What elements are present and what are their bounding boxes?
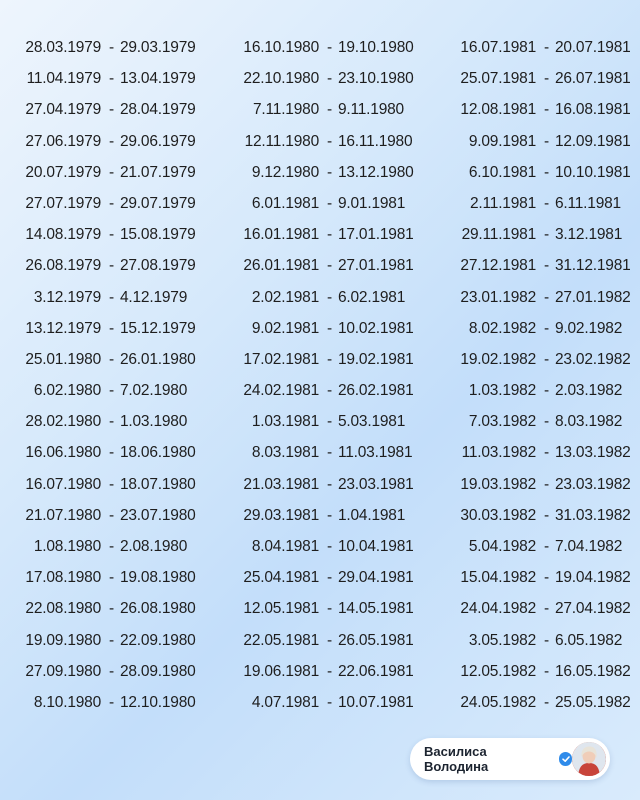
range-separator: - xyxy=(327,662,332,680)
range-separator: - xyxy=(544,662,549,680)
date-end xyxy=(538,406,640,437)
date-end-value: 6.05.1982 xyxy=(554,631,623,649)
date-end-value: 19.10.1980 xyxy=(337,39,414,56)
date-start: 21.03.1981 xyxy=(243,475,319,493)
date-start: 24.02.1981 xyxy=(243,382,319,400)
range-separator: - xyxy=(109,226,114,244)
date-end xyxy=(538,32,640,63)
date-end xyxy=(103,344,201,375)
range-separator: - xyxy=(109,631,114,649)
range-separator: - xyxy=(109,194,114,212)
date-start: 29.03.1981 xyxy=(243,506,319,524)
date-start: 22.05.1981 xyxy=(243,631,319,649)
date-end xyxy=(103,562,201,593)
date-end-value: 13.12.1980 xyxy=(337,163,414,181)
date-end-value: 26.01.1980 xyxy=(119,350,196,368)
date-end-value: 5.03.1981 xyxy=(337,413,406,431)
date-end xyxy=(538,437,640,468)
range-separator: - xyxy=(327,39,332,56)
date-end-value: 1.03.1980 xyxy=(119,413,188,431)
date-end-value: 11.03.1981 xyxy=(337,444,413,462)
date-end xyxy=(538,126,640,157)
date-start: 8.10.1980 xyxy=(33,693,101,711)
date-end-value: 1.04.1981 xyxy=(337,506,406,524)
range-separator: - xyxy=(327,693,332,711)
range-separator: - xyxy=(544,475,549,493)
date-end-value: 13.04.1979 xyxy=(119,70,196,88)
date-end-value: 18.07.1980 xyxy=(119,475,196,493)
range-separator: - xyxy=(109,288,114,306)
date-end xyxy=(538,656,640,687)
date-end xyxy=(103,687,201,718)
date-start: 16.10.1980 xyxy=(243,39,319,56)
date-end-value: 26.08.1980 xyxy=(119,600,196,618)
date-start: 16.07.1980 xyxy=(25,475,101,493)
date-end-value: 22.06.1981 xyxy=(337,662,414,680)
range-separator: - xyxy=(109,163,114,181)
date-end xyxy=(321,250,418,281)
date-end xyxy=(103,375,201,406)
date-start: 21.07.1980 xyxy=(25,506,101,524)
range-separator: - xyxy=(109,257,114,275)
date-end xyxy=(103,406,201,437)
date-start: 4.07.1981 xyxy=(251,693,319,711)
date-end-value: 29.06.1979 xyxy=(119,132,196,150)
range-separator: - xyxy=(109,319,114,337)
date-end xyxy=(321,344,418,375)
date-end-value: 16.08.1981 xyxy=(554,101,631,119)
date-end-value: 25.05.1982 xyxy=(554,693,631,711)
date-start: 24.04.1982 xyxy=(460,600,536,618)
date-end xyxy=(538,562,640,593)
date-start: 29.11.1981 xyxy=(461,226,536,244)
date-end xyxy=(321,63,418,94)
date-end-value: 28.04.1979 xyxy=(119,101,196,119)
date-start: 13.12.1979 xyxy=(25,319,101,337)
date-end xyxy=(538,282,640,313)
range-separator: - xyxy=(544,413,549,431)
date-end xyxy=(103,282,201,313)
date-end-value: 6.02.1981 xyxy=(337,288,406,306)
date-end-value: 2.08.1980 xyxy=(119,538,188,555)
date-start: 27.07.1979 xyxy=(25,194,101,212)
date-end xyxy=(538,188,640,219)
author-name: Василиса Володина xyxy=(424,744,489,774)
date-start: 24.05.1982 xyxy=(460,693,536,711)
date-end-value: 23.03.1982 xyxy=(554,475,631,493)
date-start: 27.04.1979 xyxy=(25,101,101,119)
date-end-value: 16.11.1980 xyxy=(337,132,413,150)
date-start: 6.10.1981 xyxy=(468,163,536,181)
date-end-value: 22.09.1980 xyxy=(119,631,196,649)
range-separator: - xyxy=(109,693,114,711)
range-separator: - xyxy=(109,506,114,524)
date-end-value: 12.10.1980 xyxy=(119,693,196,711)
date-end-value: 10.02.1981 xyxy=(337,319,414,337)
date-end xyxy=(321,406,418,437)
date-start: 12.05.1981 xyxy=(243,600,319,618)
date-start: 6.01.1981 xyxy=(251,194,319,212)
date-start: 25.07.1981 xyxy=(460,70,536,88)
range-separator: - xyxy=(109,475,114,493)
date-end xyxy=(538,313,640,344)
date-start: 12.11.1980 xyxy=(244,132,319,150)
date-start: 11.03.1982 xyxy=(461,444,536,462)
date-end-value: 9.01.1981 xyxy=(337,194,406,212)
date-end xyxy=(321,157,418,188)
range-separator: - xyxy=(327,538,332,555)
date-start: 17.02.1981 xyxy=(243,350,319,368)
date-end-value: 15.12.1979 xyxy=(119,319,196,337)
date-start: 25.01.1980 xyxy=(25,350,101,368)
date-start: 3.12.1979 xyxy=(33,288,101,306)
range-separator: - xyxy=(327,319,332,337)
date-end xyxy=(103,625,201,656)
date-start: 19.06.1981 xyxy=(243,662,319,680)
date-end-value: 18.06.1980 xyxy=(119,444,196,462)
range-separator: - xyxy=(327,444,332,462)
date-end xyxy=(538,500,640,531)
date-start: 28.02.1980 xyxy=(25,413,101,431)
date-end xyxy=(103,126,201,157)
date-end-value: 21.07.1979 xyxy=(119,163,196,181)
range-separator: - xyxy=(327,382,332,400)
date-start: 16.06.1980 xyxy=(25,444,101,462)
range-separator: - xyxy=(109,70,114,88)
date-end xyxy=(321,32,418,63)
range-separator: - xyxy=(544,631,549,649)
range-separator: - xyxy=(109,39,114,56)
date-end-value: 9.02.1982 xyxy=(554,319,623,337)
date-end-value: 27.08.1979 xyxy=(119,257,196,275)
date-end xyxy=(321,562,418,593)
range-separator: - xyxy=(544,101,549,119)
date-start: 1.08.1980 xyxy=(33,538,101,555)
date-end xyxy=(321,593,418,624)
range-separator: - xyxy=(544,70,549,88)
date-start: 7.03.1982 xyxy=(468,413,536,431)
date-start: 26.08.1979 xyxy=(25,257,101,275)
date-start: 8.02.1982 xyxy=(468,319,536,337)
date-end xyxy=(321,282,418,313)
date-end-value: 17.01.1981 xyxy=(337,226,414,244)
date-end xyxy=(538,219,640,250)
date-start: 2.02.1981 xyxy=(251,288,319,306)
date-end xyxy=(103,656,201,687)
date-end-value: 2.03.1982 xyxy=(554,382,623,400)
date-end-value: 13.03.1982 xyxy=(554,444,631,462)
range-separator: - xyxy=(544,506,549,524)
range-separator: - xyxy=(327,288,332,306)
date-end xyxy=(321,500,418,531)
date-end xyxy=(321,531,418,562)
range-separator: - xyxy=(544,319,549,337)
date-end xyxy=(321,437,418,468)
range-separator: - xyxy=(327,413,332,431)
date-start: 20.07.1979 xyxy=(25,163,101,181)
date-end xyxy=(321,625,418,656)
date-start: 16.07.1981 xyxy=(460,39,536,56)
range-separator: - xyxy=(109,382,114,400)
date-start: 25.04.1981 xyxy=(243,569,319,587)
date-end xyxy=(321,469,418,500)
range-separator: - xyxy=(109,444,114,462)
date-end-value: 6.11.1981 xyxy=(554,194,621,212)
date-start: 6.02.1980 xyxy=(33,382,101,400)
date-start: 19.09.1980 xyxy=(25,631,101,649)
verified-check-icon xyxy=(559,752,573,766)
date-end xyxy=(103,219,201,250)
date-end-value: 29.07.1979 xyxy=(119,194,196,212)
date-ranges-table xyxy=(0,32,640,718)
range-separator: - xyxy=(327,132,332,150)
range-separator: - xyxy=(109,569,114,587)
date-end xyxy=(538,625,640,656)
date-end-value: 12.09.1981 xyxy=(554,132,631,150)
range-separator: - xyxy=(544,693,549,711)
date-end-value: 7.04.1982 xyxy=(554,538,623,555)
date-end xyxy=(538,593,640,624)
range-separator: - xyxy=(544,538,549,555)
range-separator: - xyxy=(109,132,114,150)
date-start: 17.08.1980 xyxy=(25,569,101,587)
range-separator: - xyxy=(109,662,114,680)
date-end-value: 10.04.1981 xyxy=(337,538,414,555)
date-end-value: 10.10.1981 xyxy=(554,163,631,181)
date-start: 9.09.1981 xyxy=(468,132,536,150)
range-separator: - xyxy=(327,163,332,181)
date-end-value: 14.05.1981 xyxy=(337,600,414,618)
range-separator: - xyxy=(327,600,332,618)
range-separator: - xyxy=(544,39,549,56)
date-end-value: 8.03.1982 xyxy=(554,413,623,431)
date-end xyxy=(321,219,418,250)
date-start: 26.01.1981 xyxy=(243,257,319,275)
date-end-value: 27.01.1982 xyxy=(554,288,631,306)
date-end xyxy=(103,531,201,562)
range-separator: - xyxy=(327,506,332,524)
range-separator: - xyxy=(327,257,332,275)
date-start: 19.03.1982 xyxy=(460,475,536,493)
range-separator: - xyxy=(544,444,549,462)
date-end xyxy=(538,94,640,125)
date-start: 8.04.1981 xyxy=(251,538,319,555)
date-start: 3.05.1982 xyxy=(468,631,536,649)
date-end-value: 19.02.1981 xyxy=(337,350,414,368)
date-end-value: 19.04.1982 xyxy=(554,569,631,587)
date-end-value: 4.12.1979 xyxy=(119,288,188,306)
date-start: 28.03.1979 xyxy=(25,39,101,56)
date-end xyxy=(103,469,201,500)
range-separator: - xyxy=(327,101,332,119)
date-end-value: 7.02.1980 xyxy=(119,382,188,400)
date-end-value: 3.12.1981 xyxy=(554,226,623,244)
date-end-value: 23.10.1980 xyxy=(337,70,414,88)
date-start: 2.11.1981 xyxy=(469,194,536,212)
date-end-value: 10.07.1981 xyxy=(337,693,414,711)
date-end xyxy=(103,94,201,125)
date-start: 12.08.1981 xyxy=(460,101,536,119)
author-avatar xyxy=(572,742,606,776)
date-end-value: 23.07.1980 xyxy=(119,506,196,524)
date-end xyxy=(538,63,640,94)
range-separator: - xyxy=(327,70,332,88)
date-end-value: 31.03.1982 xyxy=(554,506,631,524)
date-end xyxy=(538,531,640,562)
date-start: 12.05.1982 xyxy=(460,662,536,680)
range-separator: - xyxy=(544,226,549,244)
range-separator: - xyxy=(544,382,549,400)
range-separator: - xyxy=(544,132,549,150)
date-end xyxy=(103,313,201,344)
date-end-value: 26.05.1981 xyxy=(337,631,414,649)
range-separator: - xyxy=(327,631,332,649)
range-separator: - xyxy=(544,288,549,306)
date-end-value: 15.08.1979 xyxy=(119,226,196,244)
date-start: 9.12.1980 xyxy=(251,163,319,181)
date-end xyxy=(538,687,640,718)
date-start: 9.02.1981 xyxy=(251,319,319,337)
range-separator: - xyxy=(544,600,549,618)
date-end xyxy=(321,94,418,125)
date-end-value: 27.04.1982 xyxy=(554,600,631,618)
date-end xyxy=(103,500,201,531)
date-start: 16.01.1981 xyxy=(243,226,319,244)
range-separator: - xyxy=(544,569,549,587)
date-start: 7.11.1980 xyxy=(252,101,319,119)
date-end xyxy=(103,63,201,94)
author-badge[interactable] xyxy=(410,738,610,780)
range-separator: - xyxy=(327,226,332,244)
date-start: 5.04.1982 xyxy=(468,538,536,555)
date-start: 22.08.1980 xyxy=(25,600,101,618)
range-separator: - xyxy=(109,101,114,119)
date-start: 14.08.1979 xyxy=(25,226,101,244)
date-end xyxy=(538,469,640,500)
date-end-value: 29.03.1979 xyxy=(119,39,196,56)
date-end-value: 20.07.1981 xyxy=(554,39,631,56)
date-end-value: 23.03.1981 xyxy=(337,475,414,493)
date-end xyxy=(321,687,418,718)
date-end-value: 31.12.1981 xyxy=(554,257,631,275)
date-start: 11.04.1979 xyxy=(26,70,101,88)
date-end-value: 28.09.1980 xyxy=(119,662,196,680)
date-end-value: 27.01.1981 xyxy=(337,257,414,275)
range-separator: - xyxy=(109,413,114,431)
range-separator: - xyxy=(327,475,332,493)
range-separator: - xyxy=(327,569,332,587)
range-separator: - xyxy=(327,194,332,212)
range-separator: - xyxy=(109,350,114,368)
date-end xyxy=(103,437,201,468)
date-end xyxy=(538,250,640,281)
date-end xyxy=(103,250,201,281)
date-end-value: 26.02.1981 xyxy=(337,382,414,400)
date-start: 8.03.1981 xyxy=(251,444,319,462)
date-end xyxy=(538,344,640,375)
date-end-value: 29.04.1981 xyxy=(337,569,414,587)
date-end xyxy=(103,593,201,624)
date-start: 15.04.1982 xyxy=(460,569,536,587)
date-start: 27.06.1979 xyxy=(25,132,101,150)
date-start: 27.12.1981 xyxy=(460,257,536,275)
date-end-value: 19.08.1980 xyxy=(119,569,196,587)
date-start: 23.01.1982 xyxy=(460,288,536,306)
date-end xyxy=(103,157,201,188)
range-separator: - xyxy=(544,257,549,275)
range-separator: - xyxy=(327,350,332,368)
date-end xyxy=(321,313,418,344)
date-end-value: 16.05.1982 xyxy=(554,662,631,680)
date-end-value: 23.02.1982 xyxy=(554,350,631,368)
date-start: 30.03.1982 xyxy=(460,506,536,524)
range-separator: - xyxy=(109,600,114,618)
range-separator: - xyxy=(544,194,549,212)
date-end xyxy=(538,157,640,188)
date-end xyxy=(321,656,418,687)
date-start: 1.03.1981 xyxy=(251,413,319,431)
date-end-value: 9.11.1980 xyxy=(337,101,404,119)
date-start: 27.09.1980 xyxy=(25,662,101,680)
range-separator: - xyxy=(544,163,549,181)
range-separator: - xyxy=(109,538,114,555)
date-end xyxy=(103,188,201,219)
date-start: 19.02.1982 xyxy=(460,350,536,368)
date-start: 22.10.1980 xyxy=(243,70,319,88)
date-start: 1.03.1982 xyxy=(468,382,536,400)
range-separator: - xyxy=(544,350,549,368)
date-end xyxy=(321,126,418,157)
date-end-value: 26.07.1981 xyxy=(554,70,631,88)
date-end xyxy=(103,32,201,63)
date-end xyxy=(321,375,418,406)
date-end xyxy=(321,188,418,219)
date-end xyxy=(538,375,640,406)
